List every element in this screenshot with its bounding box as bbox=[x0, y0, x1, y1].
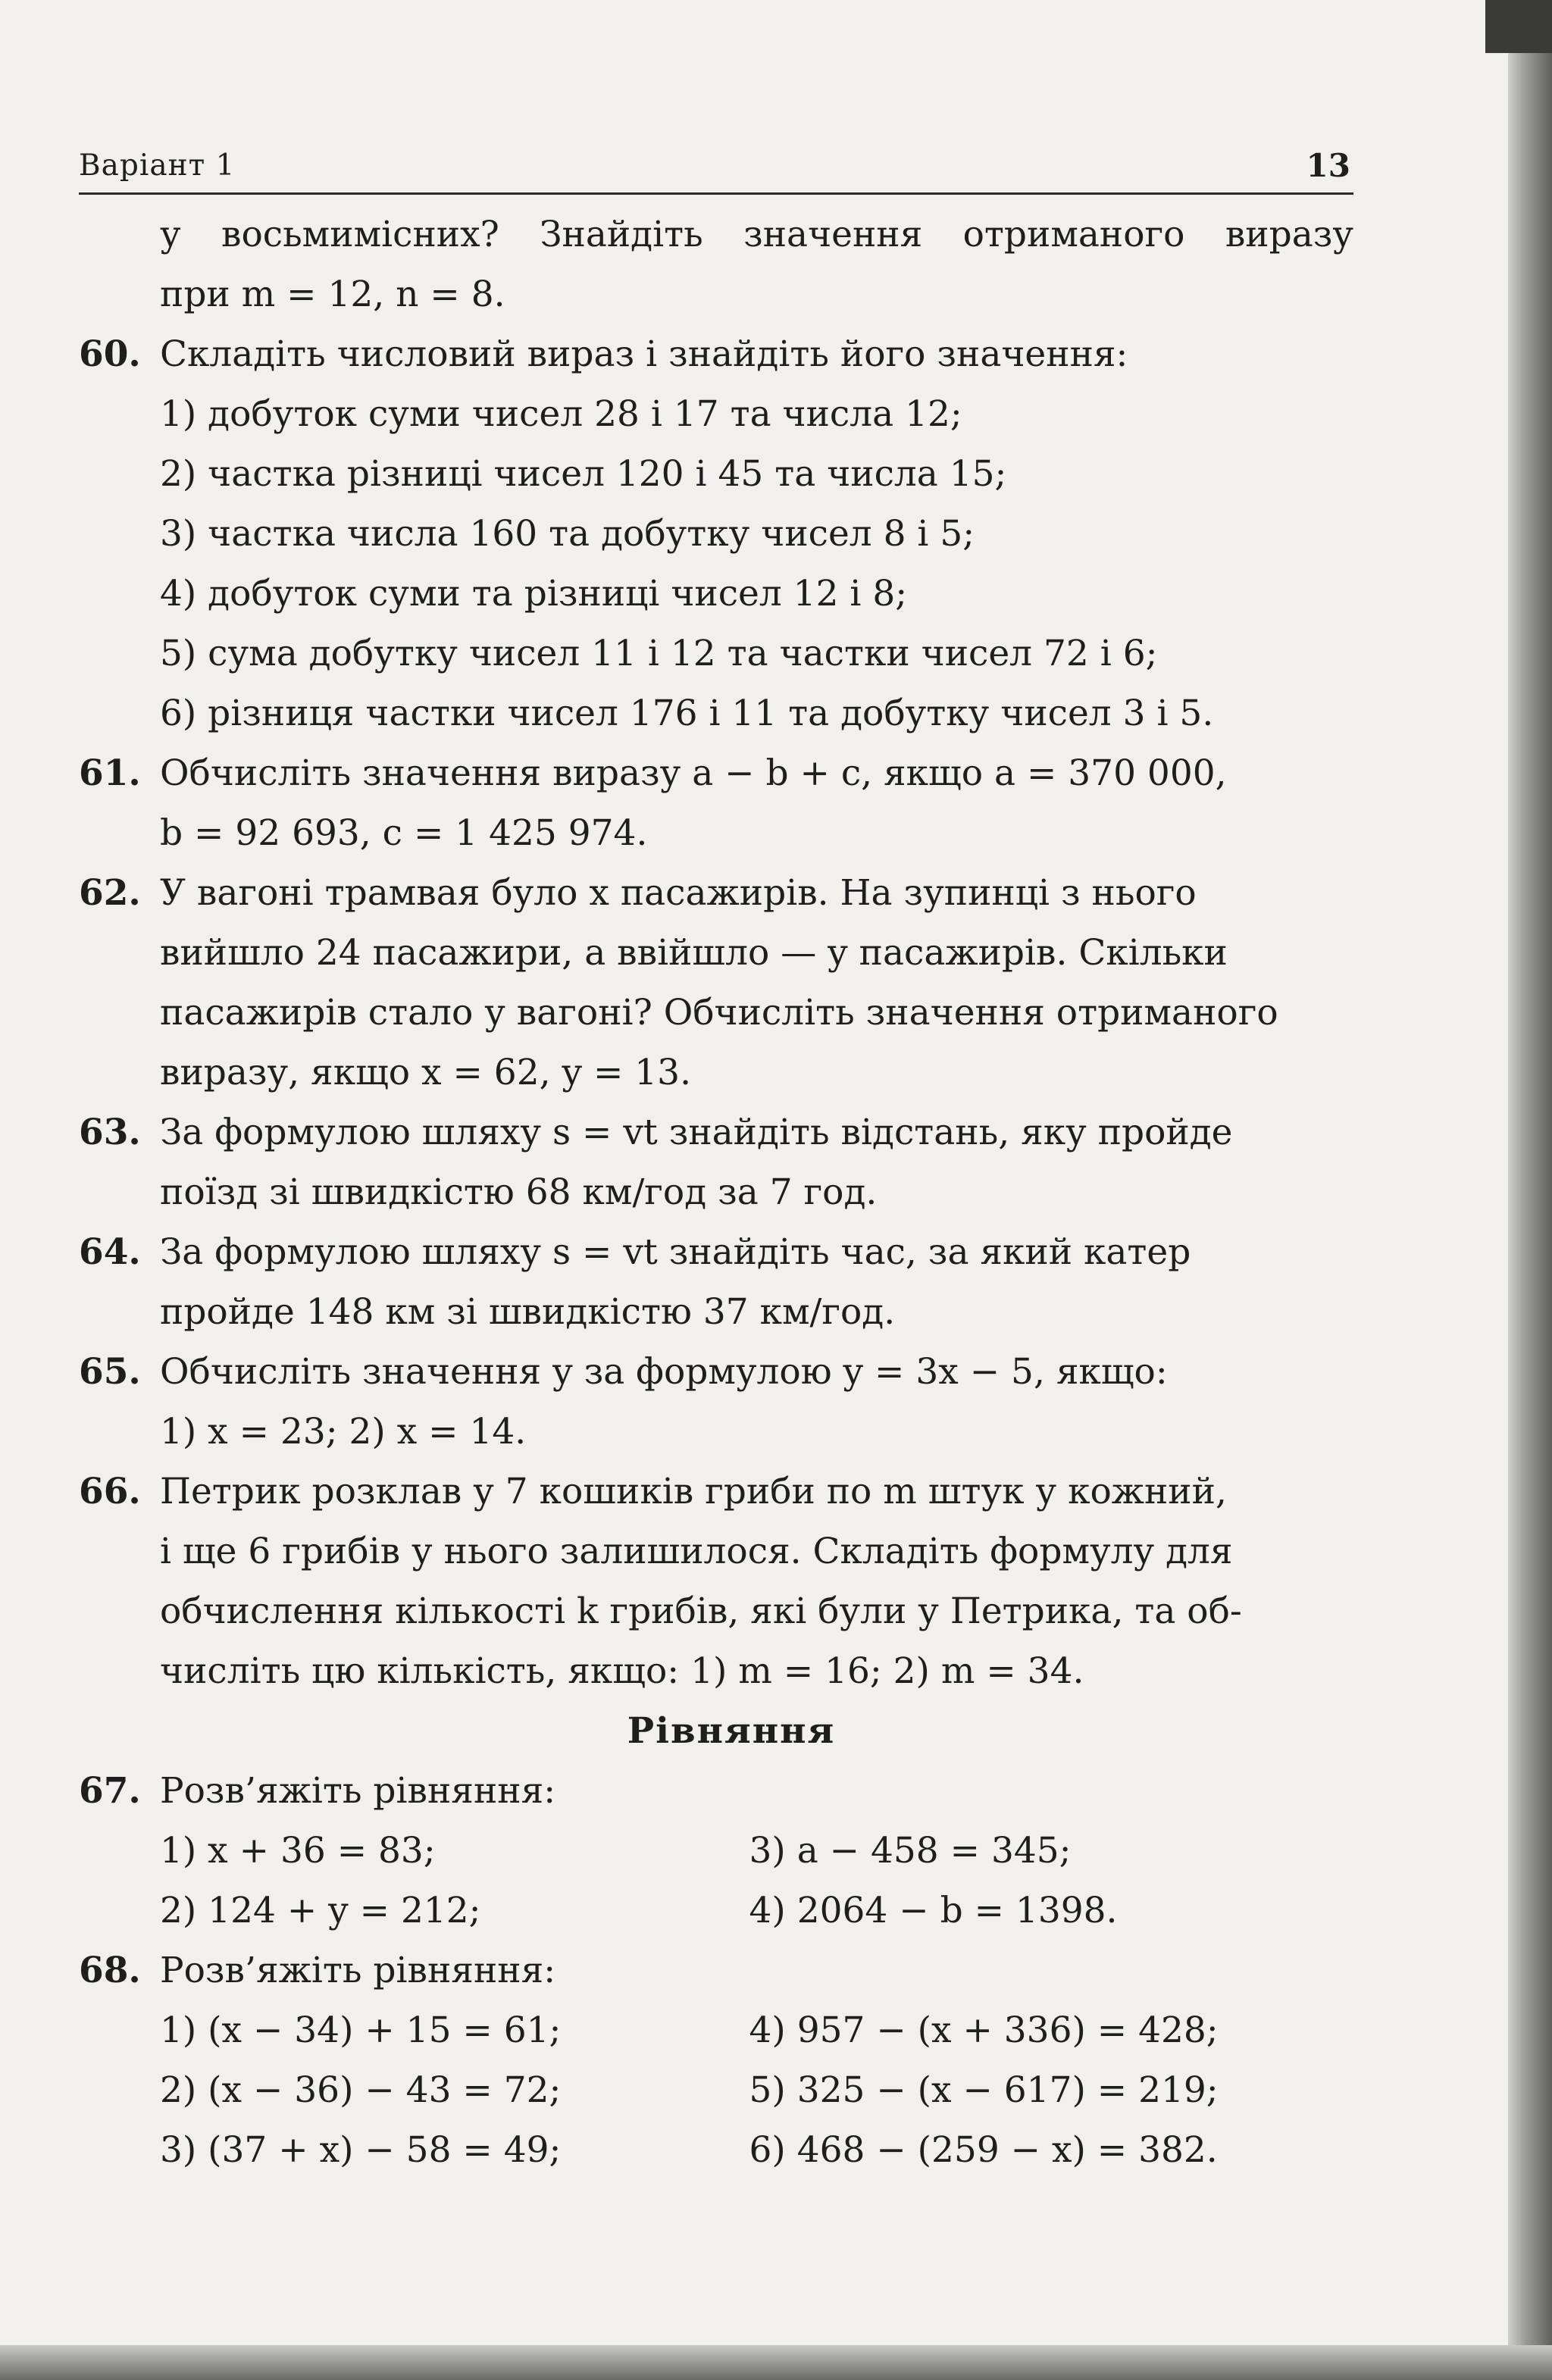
equation: 3) (37 + x) − 58 = 49; bbox=[160, 2129, 562, 2171]
scan-corner bbox=[1485, 0, 1552, 53]
running-header bbox=[79, 149, 1353, 195]
list-item: 5) сума добутку чисел 11 і 12 та частки чисел 72 і 6; bbox=[160, 633, 1158, 674]
problem-text: Розв’яжіть рівняння: bbox=[160, 1770, 556, 1812]
continued-line: у восьмимісних? Знайдіть значення отриманого виразу bbox=[160, 214, 1353, 255]
problem-number: 66. bbox=[79, 1471, 141, 1512]
problem-text-line: пасажирів стало у вагоні? Обчисліть значення отриманого bbox=[160, 992, 1278, 1034]
problem-text: Складіть числовий вираз і знайдіть його значення: bbox=[160, 333, 1128, 375]
problem-number: 65. bbox=[79, 1351, 141, 1393]
page-edge bbox=[1508, 0, 1552, 2380]
problem-number: 63. bbox=[79, 1112, 141, 1153]
problem-text-line: пройде 148 км зі швидкістю 37 км/год. bbox=[160, 1291, 896, 1333]
problem-number: 64. bbox=[79, 1231, 141, 1273]
problem-text: Розв’яжіть рівняння: bbox=[160, 1950, 556, 1991]
problem-text-line: b = 92 693, c = 1 425 974. bbox=[160, 812, 648, 854]
problem-number: 68. bbox=[79, 1950, 141, 1991]
problem-63 bbox=[79, 1102, 1353, 1162]
problem-65 bbox=[79, 1342, 1353, 1402]
problem-text: За формулою шляху s = vt знайдіть час, за який катер bbox=[160, 1231, 1191, 1273]
problem-number: 60. bbox=[79, 333, 141, 375]
page-number: 13 bbox=[1306, 147, 1350, 184]
list-item: 3) частка числа 160 та добутку чисел 8 і 5; bbox=[160, 513, 975, 555]
problem-number: 62. bbox=[79, 872, 141, 914]
scan-bottom-edge bbox=[0, 2345, 1552, 2380]
problem-number: 61. bbox=[79, 752, 141, 794]
problem-64 bbox=[79, 1222, 1353, 1282]
list-item: 1) добуток суми чисел 28 і 17 та числа 12; bbox=[160, 393, 962, 435]
problem-text-line: і ще 6 грибів у нього залишилося. Складіть формулу для bbox=[160, 1531, 1233, 1572]
problem-text: У вагоні трамвая було x пасажирів. На зупинці з нього bbox=[160, 872, 1197, 914]
equation-row bbox=[79, 2000, 1353, 2060]
problem-text-line: поїзд зі швидкістю 68 км/год за 7 год. bbox=[160, 1171, 878, 1213]
problem-text-line: числіть цю кількість, якщо: 1) m = 16; 2) m = 34. bbox=[160, 1650, 1084, 1692]
equation: 2) (x − 36) − 43 = 72; bbox=[160, 2069, 562, 2111]
list-item: 4) добуток суми та різниці чисел 12 і 8; bbox=[160, 573, 908, 615]
problem-61 bbox=[79, 743, 1353, 803]
list-item: 2) частка різниці чисел 120 і 45 та числа 15; bbox=[160, 453, 1007, 495]
problem-text: Обчисліть значення y за формулою y = 3x − 5, якщо: bbox=[160, 1351, 1168, 1393]
equation-row bbox=[79, 2120, 1353, 2180]
problem-text-line: виразу, якщо x = 62, y = 13. bbox=[160, 1052, 692, 1093]
problem-60 bbox=[79, 324, 1353, 384]
problem-number: 67. bbox=[79, 1770, 141, 1812]
equation: 5) 325 − (x − 617) = 219; bbox=[749, 2069, 1219, 2111]
problem-text: Петрик розклав у 7 кошиків гриби по m штук у кожний, bbox=[160, 1471, 1227, 1512]
continued-line: при m = 12, n = 8. bbox=[160, 274, 505, 315]
variant-label: Варіант 1 bbox=[79, 149, 236, 183]
equation: 3) a − 458 = 345; bbox=[749, 1830, 1072, 1872]
page-body bbox=[79, 205, 1353, 2180]
problem-text-line: вийшло 24 пасажири, а ввійшло — y пасажирів. Скільки bbox=[160, 932, 1228, 974]
problem-text: Обчисліть значення виразу a − b + c, якщо a = 370 000, bbox=[160, 752, 1227, 794]
problem-68 bbox=[79, 1941, 1353, 2000]
problem-67 bbox=[79, 1761, 1353, 1821]
equation: 4) 957 − (x + 336) = 428; bbox=[749, 2009, 1219, 2051]
equation-row bbox=[79, 2060, 1353, 2120]
problem-text-line: обчислення кількості k грибів, які були у Петрика, та об- bbox=[160, 1590, 1242, 1632]
problem-62 bbox=[79, 863, 1353, 923]
equation-row bbox=[79, 1881, 1353, 1941]
list-item: 6) різниця частки чисел 176 і 11 та добутку чисел 3 і 5. bbox=[160, 693, 1214, 734]
problem-text: За формулою шляху s = vt знайдіть відстань, яку пройде bbox=[160, 1112, 1233, 1153]
equation: 1) x + 36 = 83; bbox=[160, 1830, 436, 1872]
problem-66 bbox=[79, 1462, 1353, 1522]
equation: 2) 124 + y = 212; bbox=[160, 1890, 481, 1931]
equation-row bbox=[79, 1821, 1353, 1881]
section-title: Рівняння bbox=[627, 1710, 836, 1752]
problem-text-line: 1) x = 23; 2) x = 14. bbox=[160, 1411, 527, 1453]
equation: 4) 2064 − b = 1398. bbox=[749, 1890, 1118, 1931]
equation: 6) 468 − (259 − x) = 382. bbox=[749, 2129, 1218, 2171]
equation: 1) (x − 34) + 15 = 61; bbox=[160, 2009, 562, 2051]
